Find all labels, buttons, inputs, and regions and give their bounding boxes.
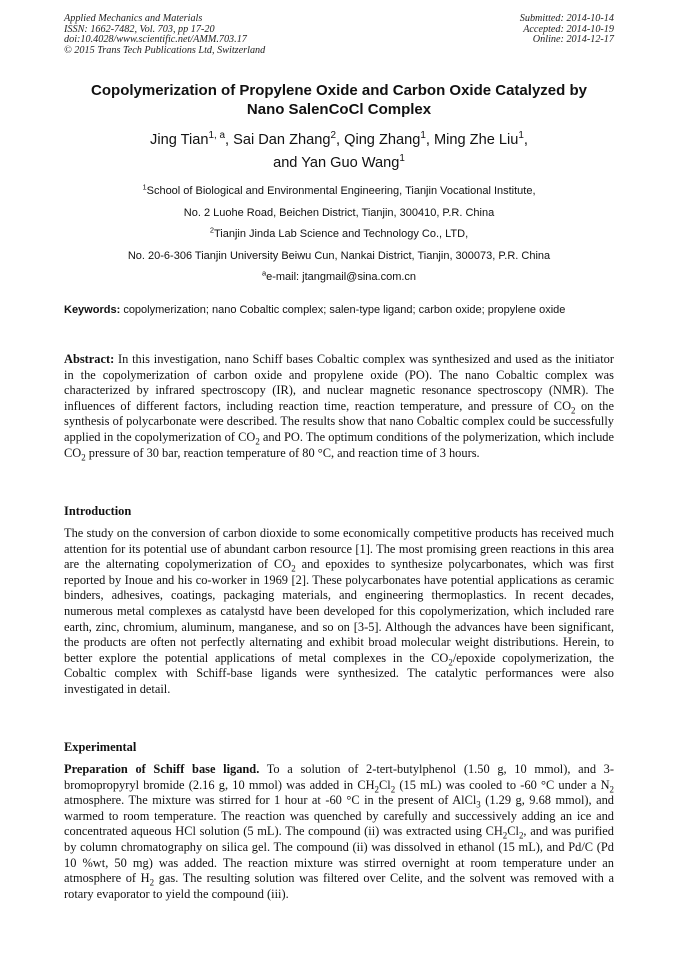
author-name: Jing Tian <box>150 132 209 148</box>
author-name: Yan Guo Wang <box>301 155 400 171</box>
authors-line-1: Jing Tian$^{1, a}$, Sai Dan Zhang$^2$, Qing Zhang$^1$, Ming Zhe Liu$^1$, <box>150 130 528 148</box>
subscript: 2 <box>448 657 453 668</box>
exp-text: , and was purified by column chromatography on silica gel. The compound (ii) was dissolved in ethanol (15 mL), and Pd/C (Pd 10 %wt, 50 mg) was added. The reaction mixture was stirred overnight at room temperature under an atmosphere of H <box>64 824 614 886</box>
subscript: 2 <box>609 784 614 795</box>
title-line-1: Copolymerization of Propylene Oxide and Carbon Oxide Catalyzed by <box>91 82 587 99</box>
journal-name: Applied Mechanics and Materials <box>64 13 203 24</box>
keywords-label: Keywords: <box>64 304 121 316</box>
accepted-date: Accepted: 2014-10-19 <box>523 23 614 35</box>
author-sup: 1 <box>399 153 405 165</box>
subscript: 2 <box>518 830 524 841</box>
affiliation-text: Tianjin Jinda Lab Science and Technology Co., LTD, <box>213 228 469 241</box>
affiliation-1-line-2: No. 2 Luohe Road, Beichen District, Tianjin, 300410, P.R. China <box>183 206 495 219</box>
affiliation-text: School of Biological and Environmental Engineering, Tianjin Vocational Institute, <box>146 185 536 197</box>
introduction-body <box>64 526 614 698</box>
keywords <box>64 303 614 318</box>
author-name: Qing Zhang <box>344 132 421 148</box>
abstract-text: on the synthesis of polycarbonate were described. The results show that nano Cobaltic complex could be successfully applied in the copolymerization of CO <box>64 398 614 444</box>
subscript: 2 <box>571 405 576 416</box>
email-address[interactable]: e-mail: jtangmail@sina.com.cn <box>266 271 417 284</box>
affiliation-2-line-2: No. 20-6-306 Tianjin University Beiwu Cun, Nankai District, Tianjin, 300073, P.R. China <box>127 249 551 262</box>
experimental-heading: Experimental <box>64 740 137 754</box>
authors-line-2 <box>60 152 618 175</box>
abstract-text: pressure of 30 bar, reaction temperature of 80 °C, and reaction time of 3 hours. <box>85 445 480 460</box>
abstract-text: and PO. The optimum conditions of the polymerization, which include CO <box>64 429 614 460</box>
subscript: 2 <box>149 877 155 888</box>
author-sup: 1 <box>420 130 426 142</box>
journal-header <box>64 14 265 56</box>
intro-text: /epoxide copolymerization, the Cobaltic complex with Schiff-base ligands were synthesized. The catalytic performances were also investigated in detail. <box>64 650 614 696</box>
author-list <box>60 129 618 175</box>
exp-text: To a solution of 2-tert-butylphenol (1.50 g, 10 mmol), and 3-bromopropyryl bromide (2.16 g, 10 mmol) was added in CH <box>64 762 614 792</box>
subscript: 2 <box>81 452 86 463</box>
affiliation-1-line-1 <box>60 181 618 203</box>
author-conjunction: and <box>273 155 302 171</box>
affiliation-2-line-1 <box>60 224 618 246</box>
paper-title <box>60 81 618 119</box>
author-name: Sai Dan Zhang <box>233 132 331 148</box>
subscript: 3 <box>476 799 481 810</box>
exp-text: gas. The resulting solution was filtered over Celite, and the solvent was removed with a rotary evaporator to yield the compound (iii). <box>64 871 614 901</box>
subscript: 2 <box>502 830 508 841</box>
dates-header <box>520 14 614 46</box>
affiliations <box>60 181 618 289</box>
subscript: 2 <box>374 784 379 795</box>
online-date: Online: 2014-12-17 <box>532 34 614 46</box>
journal-copyright: © 2015 Trans Tech Publications Ltd, Switzerland <box>64 44 266 56</box>
author-sup: 1 <box>518 130 524 142</box>
author-sup: 1, a <box>208 130 225 142</box>
exp-text: (15 mL) was cooled to -60 °C under a N <box>395 777 610 792</box>
exp-text: Cl <box>378 777 391 792</box>
title-line-2: Nano SalenCoCl Complex <box>246 101 432 118</box>
intro-text: and epoxides to synthesize polycarbonates, which was first reported by Inoue and his co-worker in 1969 [2]. These polycarbonates have potential applications as ceramic binders, adhesives, coatings, packaging materials, and engineering thermoplastics. In recent decades, numerous metal complexes as catalystd have been developed for this copolymerization, which included rare earth, zinc, chromium, aluminum, manganese, and so on [3-5]. Although the advances have been significant, the products are often not perfectly alternating and exhibit broad molecular weight distributions. Herein, to better explore the potential applications of metal complexes in the CO <box>64 557 614 665</box>
email-sup: a <box>261 268 267 278</box>
experimental-subheading: Preparation of Schiff base ligand. <box>64 762 260 776</box>
submitted-date: Submitted: 2014-10-14 <box>519 13 614 24</box>
affiliation-sup: 2 <box>209 225 214 235</box>
abstract-text: In this investigation, nano Schiff bases Cobaltic complex was synthesized and used as the initiator in the copolymerization of carbon oxide and propylene oxide (PO). The nano Cobaltic complex was characterized by infrared spectroscopy (IR), and nuclear magnetic resonance spectroscopy (NMR). The influences of different factors, including reaction time, reaction temperature, and pressure of CO <box>64 352 614 413</box>
affiliation-sup: 1 <box>142 182 147 192</box>
email-line <box>60 267 618 289</box>
author-name: Ming Zhe Liu <box>433 132 519 148</box>
abstract-label: Abstract: <box>64 352 115 366</box>
introduction-heading: Introduction <box>64 504 132 518</box>
keywords-text: copolymerization; nano Cobaltic complex; salen-type ligand; carbon oxide; propylene oxide <box>123 304 566 316</box>
intro-text: The study on the conversion of carbon dioxide to some economically competitive products has received much attention for its potential use of abundant carbon resource [1]. The most promising green reactions in this area are the alternating copolymerization of CO <box>64 526 614 572</box>
journal-doi[interactable]: doi:10.4028/www.scientific.net/AMM.703.17 <box>64 34 247 46</box>
author-sup: 2 <box>330 130 336 142</box>
exp-text: atmosphere. The mixture was stirred for 1 hour at -60 °C in the present of AlCl <box>64 793 477 808</box>
exp-text: (1.29 g, 9.68 mmol), and warmed to room temperature. The reaction was quenched by carefully and successively adding an ice and concentrated aqueous HCl solution (5 mL). The compound (ii) was extracted using CH <box>64 793 614 839</box>
abstract <box>64 352 614 461</box>
subscript: 2 <box>291 563 296 574</box>
subscript: 2 <box>390 784 396 795</box>
exp-text: Cl <box>507 824 519 839</box>
subscript: 2 <box>255 436 260 447</box>
experimental-body <box>64 762 614 902</box>
journal-issn: ISSN: 1662-7482, Vol. 703, pp 17-20 <box>64 23 215 35</box>
